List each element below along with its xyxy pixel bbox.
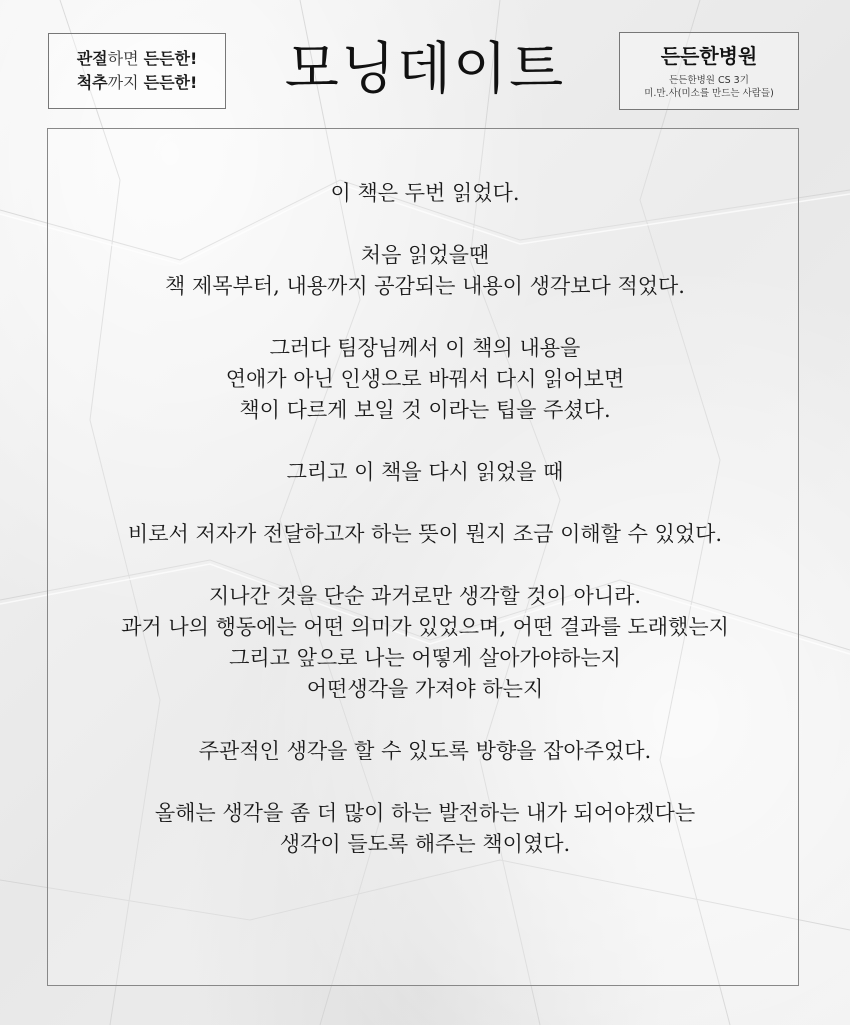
text-line: 처음 읽었을땐: [360, 243, 490, 267]
text-line: 그리고 앞으로 나는 어떻게 살아가야하는지: [229, 646, 621, 670]
slogan-line-1: [77, 47, 198, 71]
slogan-keyword: 관절: [76, 49, 108, 68]
paragraph: [52, 519, 798, 550]
hospital-team-motto: 미.만.사(미소를 만드는 사람들): [644, 88, 774, 99]
text-line: 올해는 생각을 좀 더 많이 하는 발전하는 내가 되어야겠다는: [154, 801, 696, 825]
text-line: 생각이 들도록 해주는 책이였다.: [279, 832, 571, 856]
hospital-box: [619, 32, 799, 110]
slogan-text: 하면: [107, 49, 144, 68]
slogan-box: [48, 33, 226, 109]
slogan-line-2: [77, 71, 198, 95]
page-title: 모닝데이트: [284, 37, 566, 102]
slogan-text: 까지: [107, 73, 144, 92]
text-line: 주관적인 생각을 할 수 있도록 방향을 잡아주었다.: [198, 739, 652, 763]
hospital-team: 든든한병원 CS 3기: [669, 75, 749, 86]
text-line: 연애가 아닌 인생으로 바꿔서 다시 읽어보면: [225, 367, 625, 391]
text-line: 그리고 이 책을 다시 읽었을 때: [286, 460, 564, 484]
paragraph: [52, 736, 798, 767]
paragraph: [52, 178, 798, 209]
text-line: 과거 나의 행동에는 어떤 의미가 있었으며, 어떤 결과를 도래했는지: [121, 615, 729, 639]
text-line: 책이 다르게 보일 것 이라는 팁을 주셨다.: [239, 398, 611, 422]
hospital-name: 든든한병원: [660, 44, 758, 68]
essay-body: [52, 178, 798, 860]
paragraph: [52, 798, 798, 860]
text-line: 어떤생각을 가져야 하는지: [306, 677, 544, 701]
paragraph: [52, 581, 798, 705]
slogan-emphasis: 든든한!: [143, 73, 198, 92]
paragraph: [52, 333, 798, 426]
text-line: 그러다 팀장님께서 이 책의 내용을: [269, 336, 581, 360]
slogan-emphasis: 든든한!: [143, 49, 198, 68]
paragraph: [52, 240, 798, 302]
slogan-keyword: 척추: [76, 73, 108, 92]
text-line: 이 책은 두번 읽었다.: [330, 181, 520, 205]
text-line: 책 제목부터, 내용까지 공감되는 내용이 생각보다 적었다.: [165, 274, 685, 298]
text-line: 지나간 것을 단순 과거로만 생각할 것이 아니라.: [208, 584, 642, 608]
paragraph: [52, 457, 798, 488]
text-line: 비로서 저자가 전달하고자 하는 뜻이 뭔지 조금 이해할 수 있었다.: [127, 522, 723, 546]
